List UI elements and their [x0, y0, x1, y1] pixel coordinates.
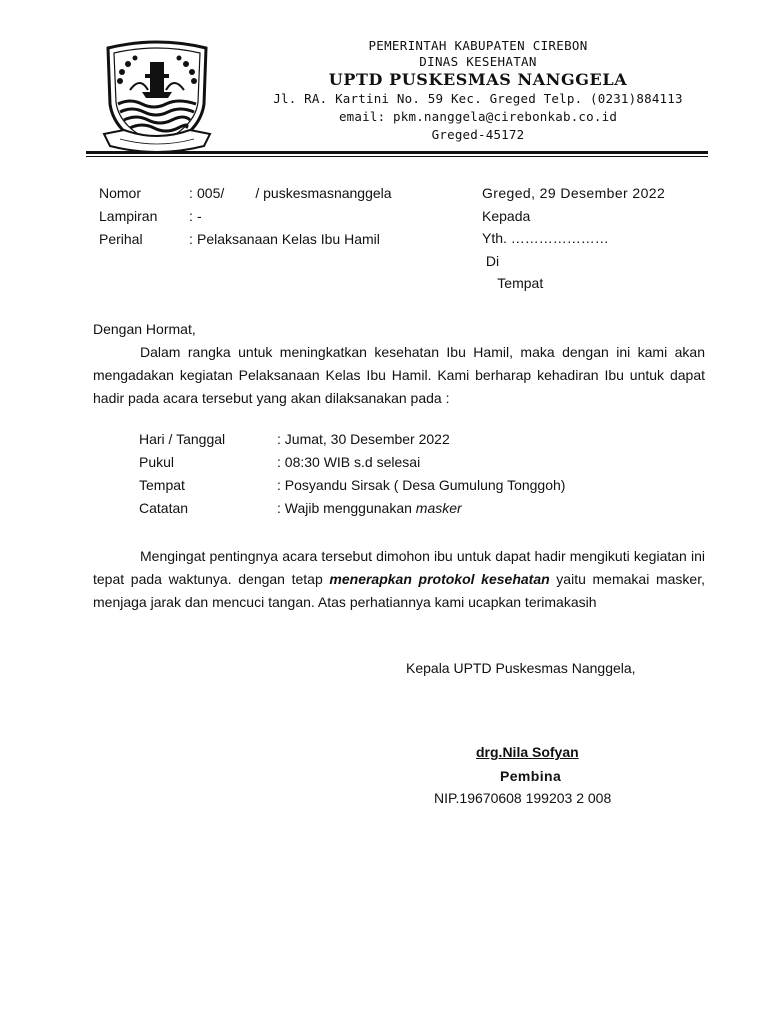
recipient-di: Di [482, 252, 500, 269]
ref-colon: : [189, 231, 193, 247]
para2-text-2: yaitu memakai masker, menjaga jarak dan mencuci tangan. Atas perhatiannya kami ucapkan terimakasih [93, 571, 705, 610]
letterhead-department: DINAS KESEHATAN [419, 54, 537, 69]
recipient-kepada: Kepada [482, 207, 531, 224]
ref-label: Lampiran [99, 208, 158, 224]
recipient-yth: Yth. ………………… [482, 230, 609, 246]
detail-label: Hari / Tanggal [139, 431, 226, 447]
ref-value: - [197, 208, 202, 224]
ref-value: 005/ / puskesmasnanggela [197, 185, 392, 201]
letterhead-rule-thin [86, 156, 708, 157]
salutation: Dengan Hormat, [93, 321, 196, 337]
letterhead [228, 38, 728, 144]
letterhead-institution: UPTD PUSKESMAS NANGGELA [328, 70, 628, 89]
detail-label: Tempat [139, 477, 185, 493]
detail-row [139, 428, 565, 451]
ref-colon: : [189, 185, 193, 201]
body-paragraph-2 [93, 545, 705, 614]
letterhead-email: email: pkm.nanggela@cirebonkab.co.id [338, 109, 618, 124]
letterhead-rule-thick [86, 151, 708, 154]
detail-row [139, 451, 565, 474]
letterhead-address: Jl. RA. Kartini No. 59 Kec. Greged Telp. (0231)884113 [273, 91, 683, 106]
detail-value [277, 497, 462, 520]
body-paragraph-1: Dalam rangka untuk meningkatkan kesehatan Ibu Hamil, maka dengan ini kami akan mengadakan kegiatan Pelaksanaan Kelas Ibu Hamil. Kami berharap kehadiran Ibu untuk dapat hadir pada acara tersebut yang akan dilaksanakan pada : [93, 344, 705, 406]
detail-row [139, 497, 565, 520]
recipient-tempat: Tempat [482, 275, 544, 291]
ref-row-nomor [99, 182, 392, 205]
ref-value: Pelaksanaan Kelas Ibu Hamil [197, 231, 380, 247]
signature-title: Kepala UPTD Puskesmas Nanggela, [406, 660, 636, 676]
signatory-nip: NIP.19670608 199203 2 008 [434, 790, 612, 806]
para2-text-1: Mengingat pentingnya acara tersebut dimohon ibu untuk dapat hadir mengikuti kegiatan ini tepat pada waktunya. dengan tetap [93, 548, 705, 587]
detail-value: : 08:30 WIB s.d selesai [277, 454, 421, 470]
detail-label: Catatan [139, 500, 189, 516]
detail-row [139, 474, 565, 497]
event-details [139, 428, 565, 520]
para2-emphasis: menerapkan protokol kesehatan [329, 571, 550, 587]
signatory-name: drg.Nila Sofyan [476, 744, 579, 760]
recipient-block [482, 182, 665, 295]
ref-colon: : [189, 208, 193, 224]
detail-value-text: : Wajib menggunakan [277, 500, 416, 516]
letterhead-government: PEMERINTAH KABUPATEN CIREBON [368, 38, 588, 53]
place-date: Greged, 29 Desember 2022 [482, 185, 666, 201]
detail-label: Pukul [139, 454, 175, 470]
ref-row-perihal [99, 228, 392, 251]
detail-value-italic: masker [415, 500, 462, 516]
ref-row-lampiran [99, 205, 392, 228]
ref-label: Nomor [99, 185, 142, 201]
detail-value: : Posyandu Sirsak ( Desa Gumulung Tonggoh) [277, 477, 566, 493]
signatory-rank: Pembina [500, 768, 562, 784]
ref-label: Perihal [99, 231, 143, 247]
detail-value: : Jumat, 30 Desember 2022 [277, 431, 450, 447]
letterhead-postal: Greged-45172 [431, 127, 525, 142]
cirebon-regency-crest-icon [100, 38, 214, 156]
reference-block [99, 182, 392, 251]
